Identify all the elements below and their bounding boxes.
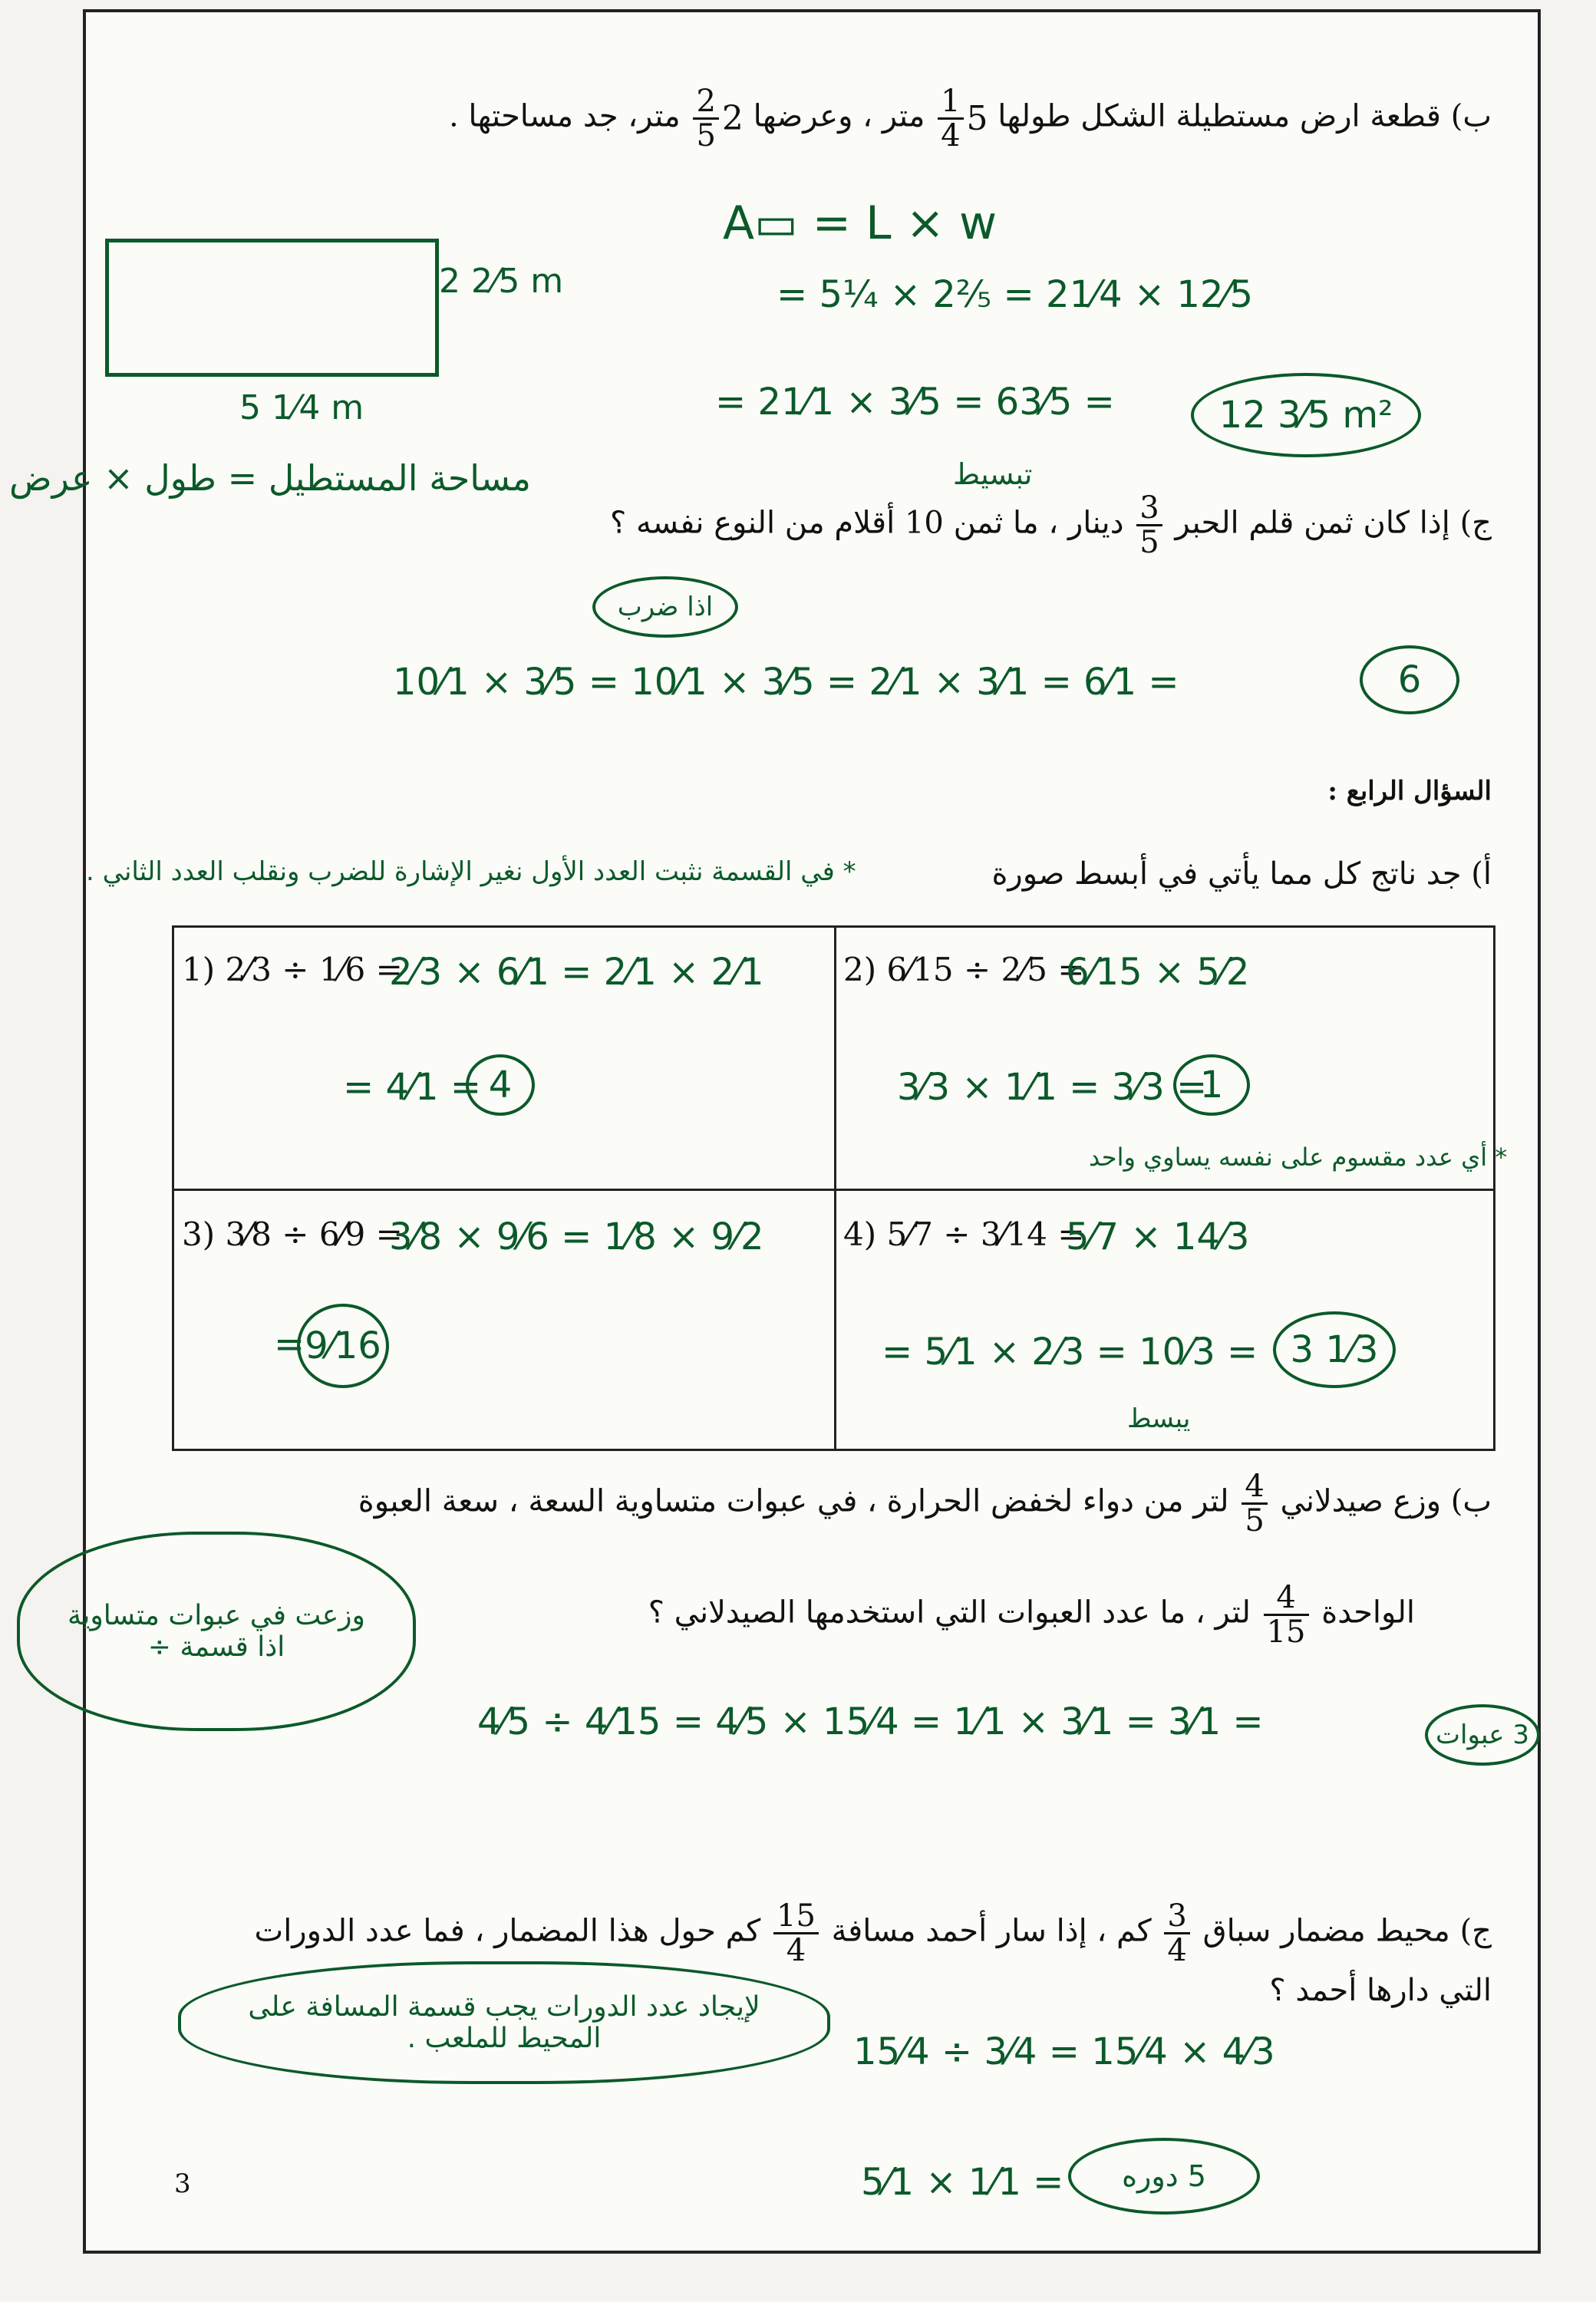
question-4c-line-2: التي دارها أحمد ؟ — [1269, 1973, 1492, 2008]
area-work-line-1: = 5¹⁄₄ × 2²⁄₅ = 21⁄4 × 12⁄5 — [777, 273, 1254, 316]
bottles-answer-cloud: 3 عبوات — [1425, 1704, 1540, 1766]
division-hint-cloud: وزعت في عبوات متساوية اذا قسمة ÷ — [17, 1532, 416, 1731]
exercise-grid: 1) 2⁄3 ÷ 1⁄6 = 2⁄3 × 6⁄1 = 2⁄1 × 2⁄1 = 4⁄1 = 4 2) 6⁄15 ÷ 2⁄5 = 6⁄15 × 5⁄2 3⁄3 × 1⁄1 = 3⁄3 = 1 * أي عدد مقسوم على نفسه يساوي واحد 3) 3⁄8 ÷ 6⁄9 = 3⁄8 × 9⁄6 = 1⁄8 × 9⁄2 = 9⁄16 4) 5⁄7 ÷ 3⁄14 = 5⁄7 × 14⁄3 = 5⁄1 × 2⁄3 = 10⁄3 = 3 1⁄3 يبسط — [172, 925, 1495, 1451]
page-number: 3 — [174, 2168, 191, 2199]
laps-work-line-2: 5⁄1 × 1⁄1 = — [861, 2161, 1064, 2204]
question-3b: ب) قطعة ارض مستطيلة الشكل طولها 5 $\frac{1}{4}$ متر ، وعرضها 2 $\frac{2}{5}$ متر، جد مساحتها . — [448, 84, 1492, 153]
laps-hint-cloud: لإيجاد عدد الدورات يجب قسمة المسافة على المحيط للملعب . — [178, 1961, 830, 2084]
rectangle-figure — [105, 239, 439, 377]
area-rule-note: مساحة المستطيل = طول × عرض — [9, 457, 531, 499]
simplify-note: تبسيط — [953, 457, 1033, 491]
question-4b-line-1: ب) وزع صيدلاني $\frac{4}{5}$ لتر من دواء لخفض الحرارة ، في عبوات متساوية السعة ، سعة العبوة — [358, 1469, 1492, 1539]
rect-width-label: 2 2⁄5 m — [439, 262, 564, 301]
laps-answer-cloud: 5 دوره — [1068, 2138, 1260, 2215]
rect-length-label: 5 1⁄4 m — [239, 388, 364, 427]
area-formula: A▭ = L × w — [723, 196, 998, 250]
division-rule-note: * في القسمة نثبت العدد الأول نغير الإشارة للضرب ونقلب العدد الثاني . — [86, 856, 856, 887]
pen-price-work: 10⁄1 × 3⁄5 = 10⁄1 × 3⁄5 = 2⁄1 × 3⁄1 = 6⁄1 = — [393, 661, 1179, 704]
multiply-hint-cloud: اذا ضرب — [592, 576, 738, 638]
worksheet-page — [9, 9, 1541, 2254]
area-answer-cloud: 12 3⁄5 m² — [1191, 373, 1421, 457]
area-work-line-2: = 21⁄1 × 3⁄5 = 63⁄5 = — [715, 381, 1115, 424]
laps-work-line-1: 15⁄4 ÷ 3⁄4 = 15⁄4 × 4⁄3 — [853, 2030, 1275, 2073]
bottles-work: 4⁄5 ÷ 4⁄15 = 4⁄5 × 15⁄4 = 1⁄1 × 3⁄1 = 3⁄1 = — [477, 1700, 1264, 1743]
question-4-title: السؤال الرابع : — [1327, 776, 1492, 806]
question-4b-line-2: الواحدة $\frac{4}{15}$ لتر ، ما عدد العبوات التي استخدمها الصيدلاني ؟ — [648, 1580, 1415, 1650]
question-3c: ج) إذا كان ثمن قلم الحبر $\frac{3}{5}$ دينار ، ما ثمن 10 أقلام من النوع نفسه ؟ — [610, 490, 1492, 560]
pen-price-answer-cloud: 6 — [1360, 645, 1459, 714]
question-4c-line-1: ج) محيط مضمار سباق $\frac{3}{4}$ كم ، إذا سار أحمد مسافة $\frac{15}{4}$ كم حول هذا المضمار ، فما عدد الدورات — [254, 1898, 1492, 1968]
question-4a: أ) جد ناتج كل مما يأتي في أبسط صورة — [991, 856, 1492, 892]
